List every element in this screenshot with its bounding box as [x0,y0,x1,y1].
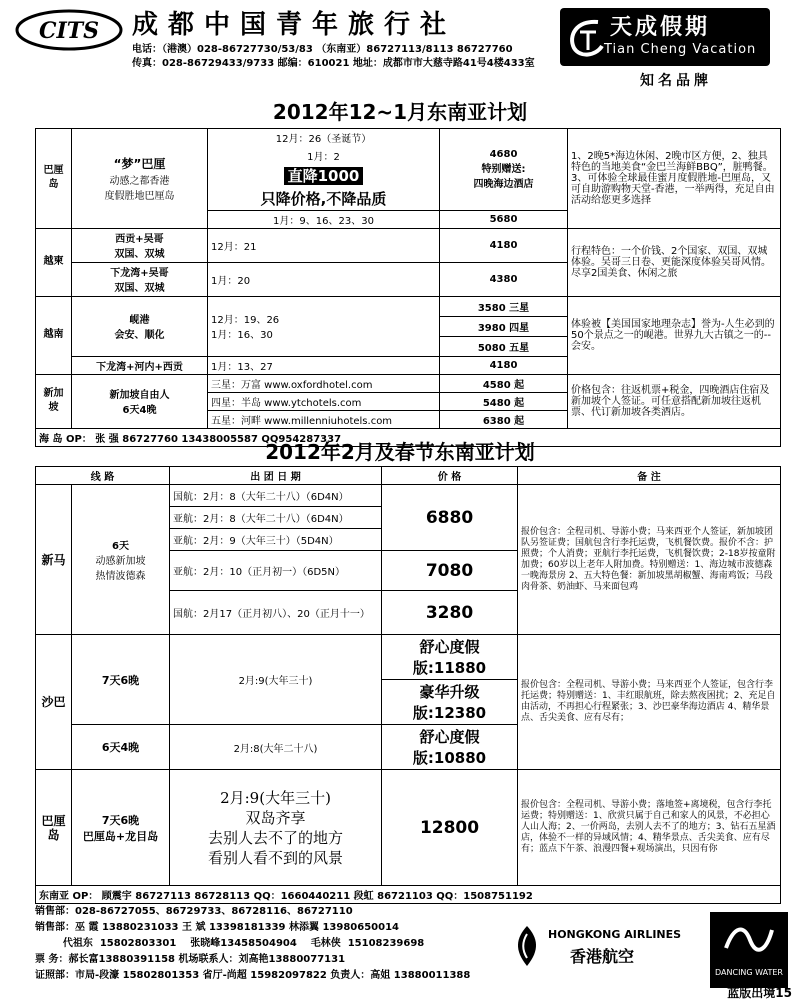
price-xinma-3: 3280 [382,591,518,635]
footer-visa: 证照部：市局-段濠 15802801353 省厅-尚超 15982097822 负责人：高姐 13880011388 [35,970,471,981]
table-row [36,886,781,904]
route-bali-sub1: 动感之都香港 [109,175,170,187]
date-bali-2: 1月：2 [208,147,440,164]
date-xinma-5: 国航：2月17（正月初八）、20（正月十一） [170,591,382,635]
contact-phone: 电话：（港澳）028-86727730/53/83 （东南亚）86727113/8113 86727760 [132,44,513,55]
hotel-4star: 四星：半岛 www.ytchotels.com [208,392,440,410]
gift-hotel: 四晚海边酒店 [473,178,534,190]
hk-airlines-icon [510,924,544,968]
date-cambodia-1: 12月：21 [208,228,440,262]
dancing-water-icon [720,918,778,962]
note-bali2: 报价包含：全程司机、导游小费；落地签+离境税，包含行李托运费；特别赠送：1、欣赏只属于自己和家人的风景，不必担心人山人海；2、一价两岛，去别人去不了的地方；3、钻石五星酒店，体验不一样的异域风情；4、精华景点、舌尖美食、应有尽有；蓝点下午茶、浪漫四餐+观场演出，只因有你 [518,770,781,886]
route-bali2-a: 7天6晚 [101,813,140,827]
table-row [36,129,781,147]
price-bali2: 12800 [382,770,518,886]
bali2-line3: 去别人去不了的地方 [208,828,344,847]
table-row [36,635,781,680]
brand-tag: 知名品牌 [640,73,712,89]
price-singapore-3: 6380 起 [440,410,568,428]
note-cambodia: 行程特色：一个价钱、2个国家、双国、双城体验。吴哥三日卷、更能深度体验吴哥风情。尽享2国美食、休闲之旅 [568,228,781,296]
price-singapore-2: 5480 起 [440,392,568,410]
route-cambodia-2b: 双国、双城 [114,283,165,294]
route-cambodia-2a: 下龙湾+吴哥 [110,268,169,279]
table-row [36,228,781,262]
table-row [36,374,781,392]
promo-slogan: 只降价格,不降品质 [208,187,440,211]
header-dates: 出 团 日 期 [170,467,382,485]
route-bali2-b: 巴厘岛+龙目岛 [82,829,159,843]
price-shaba-2: 豪华升级版:12380 [382,680,518,725]
note-vietnam: 体验被【美国国家地理杂志】誉为-人生必到的50个景点之一的岘港。世界九大古镇之一的--会安。 [568,296,781,374]
note-shaba: 报价包含：全程司机、导游小费；马来西亚个人签证，包含行李托运费；特别赠送：1、丰红眼航班，除去熬夜困扰；2、充足自由活动，不再担心行程紧张；3、沙巴豪华海边酒店 4、精华景点、舌尖美食、应有尽有； [518,635,781,770]
route-singapore-a: 新加坡自由人 [109,390,170,401]
route-xinma-c: 热情波德森 [95,571,146,582]
gift-label: 特别赠送: [481,163,526,175]
svg-text:CITS: CITS [38,18,100,44]
section2-title: 2012年2月及春节东南亚计划 [265,440,535,464]
hk-airlines-cn: 香港航空 [570,947,635,966]
dest-xinma: 新马 [36,485,72,635]
dest-bali-2: 巴厘岛 [36,770,72,886]
op-contact-island: 海 岛 OP： 张 强 86727760 13438005587 QQ954287337 [36,428,781,446]
hotel-3star: 三星：万富 www.oxfordhotel.com [208,374,440,392]
dest-singapore: 新加坡 [36,374,72,428]
date-bali-3: 1月：9、16、23、30 [208,210,440,228]
dest-bali: 巴厘岛 [36,129,72,229]
date-shaba-1: 2月:9(大年三十) [170,635,382,725]
section1-title: 2012年12~1月东南亚计划 [272,100,528,124]
route-xinma-a: 6天 [112,541,129,552]
header-route: 线 路 [36,467,170,485]
bali2-line2: 双岛齐享 [245,808,306,827]
header-price: 价 格 [382,467,518,485]
dancing-water-en: DANCING WATER [715,968,783,977]
bali2-line4: 看别人看不到的风景 [208,848,344,867]
table-header-row [36,467,781,485]
date-vietnam-1: 12月：19、26 [211,315,280,326]
route-vietnam-1a: 岘港 [129,315,150,326]
tiancheng-name-cn: 天成假期 [610,15,711,40]
dest-cambodia: 越柬 [36,228,72,296]
price-singapore-1: 4580 起 [440,374,568,392]
route-vietnam-1b: 会安、顺化 [114,330,165,341]
note-xinma: 报价包含：全程司机、导游小费；马来西亚个人签证，新加坡团队另签证费；国航包含行李托运费，飞机餐饮费。报价不含：护照费；个人消费；亚航行李托运费，飞机餐饮费；2-18岁按童附加费；60岁以上老年人附加费。特别赠送：1、海边城市波德森一晚海景房 2、五大特色餐：新加坡黑胡椒蟹、海南鸡饭；马段肉骨茶、奶油虾、马来面包鸡 [518,485,781,635]
route-bali-name: “梦”巴厘 [113,156,166,171]
dancing-water-logo [710,912,788,988]
price-cambodia-1: 4180 [440,228,568,262]
dest-shaba: 沙巴 [36,635,72,770]
tiancheng-logo [560,8,770,66]
page-info: 蓝版出境15 [727,986,792,1000]
section1-table [35,128,781,447]
hongkong-airlines-logo [510,918,690,988]
tiancheng-swoosh-icon [566,16,606,58]
date-xinma-2: 亚航：2月：8（大年二十八）（6D4N） [170,507,382,529]
footer-sales-3: 代祖东 15802803301 张晓峰13458504904 毛林侠 15108239698 [35,938,425,949]
section2-table [35,466,781,904]
date-xinma-3: 亚航：2月：9（大年三十）（5D4N） [170,529,382,551]
route-xinma-b: 动感新加坡 [95,556,146,567]
price-cambodia-2: 4380 [440,262,568,296]
price-xinma-1: 6880 [382,485,518,551]
note-singapore: 价格包含：往返机票+税金，四晚酒店住宿及新加坡个人签证。可任意搭配新加坡往返机票、代订新加坡各类酒店。 [568,374,781,428]
price-xinma-2: 7080 [382,551,518,591]
price-vietnam-3: 5080 五星 [440,336,568,356]
price-bali-group [440,129,568,211]
route-vietnam-2: 下龙湾+河内+西贡 [72,356,208,374]
date-bali-1: 12月：26（圣诞节） [208,129,440,147]
route-singapore-b: 6天4晚 [122,405,157,416]
note-bali: 1、2晚5*海边休闲、2晚市区方便，2、独具特色的当地美食“金巴兰海鲜BBQ”，脏鸭餐。3、可体验全球最佳蜜月度假胜地-巴厘岛，又可自助游购物天堂-香港，一举两得，充足自由活动给您更多选择 [568,129,781,229]
footer-sales-2: 销售部：巫 霞 13880231033 王 斌 13398181339 林添翼 13980650014 [35,922,399,933]
hotel-5star: 五星：河畔 www.millenniuhotels.com [208,410,440,428]
hk-airlines-en: HONGKONG AIRLINES [548,928,682,941]
op-contact-sea: 东南亚 OP： 顾震宇 86727113 86728113 QQ：1660440211 段虹 86721103 QQ：1508751192 [36,886,781,904]
bali2-line1: 2月:9(大年三十) [220,788,331,807]
price-bali-1: 4680 [489,148,518,160]
route-shaba-2: 6天4晚 [72,725,170,770]
page-header [0,0,800,90]
agency-name: 成都中国青年旅行社 [132,10,457,40]
price-shaba-1: 舒心度假版:11880 [382,635,518,680]
price-vietnam-1: 3580 三星 [440,296,568,316]
date-vietnam-3: 1月：13、27 [208,356,440,374]
price-vietnam-4: 4180 [440,356,568,374]
table-row [36,770,781,886]
date-xinma-4: 亚航：2月：10（正月初一）（6D5N） [170,551,382,591]
footer-ticketing: 票 务：郝长富13880391158 机场联系人：刘高艳13880077131 [35,954,346,965]
route-bali [72,129,208,229]
dest-vietnam: 越南 [36,296,72,374]
price-vietnam-2: 3980 四星 [440,316,568,336]
route-shaba-1: 7天6晚 [72,635,170,725]
route-bali-sub2: 度假胜地巴厘岛 [104,190,175,202]
table-row [36,485,781,507]
date-shaba-2: 2月:8(大年二十八) [170,725,382,770]
price-bali-2: 5680 [440,210,568,228]
header-remark: 备 注 [518,467,781,485]
price-shaba-3: 舒心度假版:10880 [382,725,518,770]
footer-sales-1: 销售部：028-86727055、86729733、86728116、86727110 [35,906,353,917]
tiancheng-name-en: Tian Cheng Vacation [604,42,757,57]
route-cambodia-1b: 双国、双城 [114,249,165,260]
date-xinma-1: 国航：2月：8（大年二十八）（6D4N） [170,485,382,507]
table-row [36,296,781,316]
contact-fax-address: 传真：028-86729433/9733 邮编：610021 地址：成都市市大慈寺路41号4楼433室 [132,58,535,69]
cyts-logo-icon [14,8,124,52]
promo-badge: 直降1000 [284,167,364,185]
date-vietnam-2: 1月：16、30 [211,330,273,341]
route-cambodia-1a: 西贡+吴哥 [115,234,164,245]
date-cambodia-2: 1月：20 [208,262,440,296]
